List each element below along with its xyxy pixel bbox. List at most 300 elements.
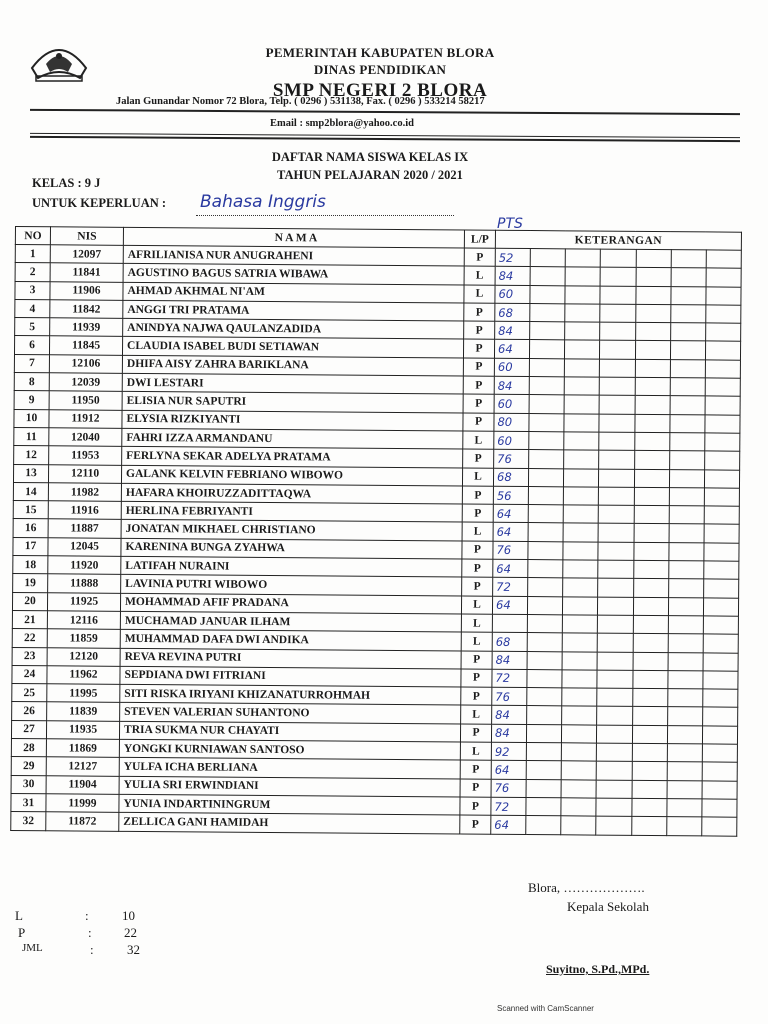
row-remark-cell bbox=[634, 487, 669, 506]
row-nis: 11925 bbox=[47, 592, 120, 611]
row-remark-cell bbox=[564, 450, 599, 469]
row-remark-cell bbox=[600, 304, 635, 323]
row-remark-cell bbox=[597, 688, 632, 707]
exam-type-handwritten: PTS bbox=[497, 216, 523, 232]
row-name: YUNIA INDARTININGRUM bbox=[119, 794, 460, 815]
row-name: AFRILIANISA NUR ANUGRAHENI bbox=[123, 245, 464, 266]
row-remark-cell bbox=[668, 561, 703, 580]
row-remark-cell bbox=[706, 268, 741, 287]
row-name: AGUSTINO BAGUS SATRIA WIBAWA bbox=[123, 264, 464, 285]
row-nis: 11842 bbox=[50, 300, 123, 319]
row-remark-cell bbox=[703, 671, 738, 690]
row-remark-cell bbox=[526, 761, 561, 780]
row-score: 76 bbox=[491, 779, 526, 798]
row-nis: 11962 bbox=[47, 666, 120, 685]
row-remark-cell bbox=[670, 414, 705, 433]
row-nis: 12040 bbox=[49, 428, 122, 447]
row-remark-cell bbox=[633, 560, 668, 579]
row-score bbox=[492, 614, 527, 633]
row-remark-cell bbox=[669, 506, 704, 525]
regency-emblem-icon bbox=[28, 38, 90, 84]
row-remark-cell bbox=[632, 743, 667, 762]
row-remark-cell bbox=[600, 341, 635, 360]
row-gender: L bbox=[461, 705, 492, 724]
purpose-label: UNTUK KEPERLUAN : bbox=[32, 196, 167, 210]
row-remark-cell bbox=[598, 560, 633, 579]
row-remark-cell bbox=[527, 614, 562, 633]
row-gender: L bbox=[464, 285, 495, 304]
signature-name: Suyitno, S.Pd.,MPd. bbox=[546, 962, 650, 976]
row-gender: P bbox=[461, 651, 492, 670]
row-remark-cell bbox=[599, 487, 634, 506]
row-remark-cell bbox=[530, 322, 565, 341]
row-remark-cell bbox=[631, 817, 666, 836]
row-remark-cell bbox=[703, 616, 738, 635]
row-nis: 12110 bbox=[48, 464, 121, 483]
col-lp: L/P bbox=[464, 230, 495, 248]
row-remark-cell bbox=[563, 523, 598, 542]
row-gender: L bbox=[461, 632, 492, 651]
row-remark-cell bbox=[634, 432, 669, 451]
row-remark-cell bbox=[632, 670, 667, 689]
row-remark-cell bbox=[529, 468, 564, 487]
row-score: 84 bbox=[495, 321, 530, 340]
row-remark-cell bbox=[705, 341, 740, 360]
row-gender: P bbox=[464, 248, 495, 267]
document-title: DAFTAR NAMA SISWA KELAS IX bbox=[271, 150, 469, 164]
row-score: 84 bbox=[495, 267, 530, 286]
row-remark-cell bbox=[668, 634, 703, 653]
row-remark-cell bbox=[669, 524, 704, 543]
row-number: 18 bbox=[13, 556, 48, 575]
row-remark-cell bbox=[528, 486, 563, 505]
row-number: 29 bbox=[11, 757, 46, 776]
row-nis: 11887 bbox=[48, 519, 121, 538]
row-name: YULFA ICHA BERLIANA bbox=[119, 758, 460, 779]
row-name: TRIA SUKMA NUR CHAYATI bbox=[119, 721, 460, 742]
row-remark-cell bbox=[565, 285, 600, 304]
row-remark-cell bbox=[562, 688, 597, 707]
row-remark-cell bbox=[636, 268, 671, 287]
signature-title: Kepala Sekolah bbox=[567, 899, 649, 914]
col-keterangan: KETERANGAN bbox=[495, 230, 741, 250]
row-remark-cell bbox=[528, 505, 563, 524]
row-remark-cell bbox=[599, 505, 634, 524]
row-score: 84 bbox=[492, 706, 527, 725]
row-remark-cell bbox=[667, 762, 702, 781]
row-number: 17 bbox=[13, 537, 48, 556]
row-remark-cell bbox=[704, 524, 739, 543]
row-remark-cell bbox=[529, 358, 564, 377]
row-remark-cell bbox=[528, 596, 563, 615]
row-remark-cell bbox=[562, 743, 597, 762]
row-remark-cell bbox=[562, 651, 597, 670]
row-nis: 12116 bbox=[47, 611, 120, 630]
row-remark-cell bbox=[634, 414, 669, 433]
row-name: YONGKI KURNIAWAN SANTOSO bbox=[119, 739, 460, 760]
row-remark-cell bbox=[632, 780, 667, 799]
row-number: 16 bbox=[13, 519, 48, 538]
row-remark-cell bbox=[703, 598, 738, 617]
row-remark-cell bbox=[704, 543, 739, 562]
row-remark-cell bbox=[564, 468, 599, 487]
row-nis: 12106 bbox=[49, 355, 122, 374]
row-remark-cell bbox=[530, 267, 565, 286]
summary-l-value: 10 bbox=[122, 908, 135, 923]
row-remark-cell bbox=[705, 323, 740, 342]
row-number: 27 bbox=[11, 720, 46, 739]
row-number: 30 bbox=[11, 775, 46, 794]
row-score: 64 bbox=[491, 815, 526, 834]
row-score: 64 bbox=[494, 340, 529, 359]
row-name: DWI LESTARI bbox=[122, 373, 463, 394]
col-nis: NIS bbox=[50, 227, 123, 246]
row-remark-cell bbox=[599, 432, 634, 451]
row-nis: 11888 bbox=[48, 574, 121, 593]
row-remark-cell bbox=[634, 469, 669, 488]
row-gender: P bbox=[462, 577, 493, 596]
row-nis: 11912 bbox=[49, 409, 122, 428]
row-nis: 11939 bbox=[50, 318, 123, 337]
row-remark-cell bbox=[705, 396, 740, 415]
row-number: 13 bbox=[13, 464, 48, 483]
row-nis: 11950 bbox=[49, 391, 122, 410]
row-gender: L bbox=[463, 431, 494, 450]
row-remark-cell bbox=[599, 450, 634, 469]
row-remark-cell bbox=[565, 249, 600, 268]
row-remark-cell bbox=[600, 359, 635, 378]
row-nis: 12039 bbox=[49, 373, 122, 392]
row-name: CLAUDIA ISABEL BUDI SETIAWAN bbox=[122, 337, 463, 358]
row-remark-cell bbox=[667, 780, 702, 799]
row-number: 25 bbox=[12, 684, 47, 703]
row-remark-cell bbox=[635, 323, 670, 342]
row-remark-cell bbox=[529, 377, 564, 396]
row-remark-cell bbox=[706, 287, 741, 306]
row-remark-cell bbox=[528, 523, 563, 542]
row-nis: 11869 bbox=[46, 739, 119, 758]
row-remark-cell bbox=[598, 542, 633, 561]
row-nis: 11859 bbox=[47, 629, 120, 648]
row-name: LAVINIA PUTRI WIBOWO bbox=[121, 575, 462, 596]
row-remark-cell bbox=[703, 689, 738, 708]
row-nis: 11904 bbox=[46, 775, 119, 794]
row-gender: P bbox=[462, 541, 493, 560]
row-remark-cell bbox=[635, 359, 670, 378]
row-number: 3 bbox=[15, 281, 50, 300]
row-remark-cell bbox=[561, 761, 596, 780]
scanner-watermark: Scanned with CamScanner bbox=[497, 1004, 594, 1013]
row-gender: P bbox=[462, 559, 493, 578]
row-remark-cell bbox=[705, 360, 740, 379]
row-nis: 11995 bbox=[47, 684, 120, 703]
row-score: 68 bbox=[495, 303, 530, 322]
row-nis: 12045 bbox=[48, 538, 121, 557]
row-remark-cell bbox=[527, 688, 562, 707]
row-number: 2 bbox=[15, 263, 50, 282]
summary-p-sep: : bbox=[88, 925, 92, 940]
row-number: 15 bbox=[13, 501, 48, 520]
row-remark-cell bbox=[563, 560, 598, 579]
row-remark-cell bbox=[565, 322, 600, 341]
class-label: KELAS : 9 J bbox=[32, 176, 101, 190]
row-number: 19 bbox=[13, 574, 48, 593]
row-remark-cell bbox=[527, 651, 562, 670]
row-gender: P bbox=[463, 449, 494, 468]
row-score: 64 bbox=[492, 596, 527, 615]
row-nis: 11916 bbox=[48, 501, 121, 520]
row-remark-cell bbox=[634, 524, 669, 543]
row-name: JONATAN MIKHAEL CHRISTIANO bbox=[121, 520, 462, 541]
row-nis: 11953 bbox=[49, 446, 122, 465]
row-gender: P bbox=[464, 321, 495, 340]
row-number: 14 bbox=[13, 482, 48, 501]
row-remark-cell bbox=[598, 633, 633, 652]
header-address: Jalan Gunandar Nomor 72 Blora, Telp. ( 0296 ) 531138, Fax. ( 0296 ) 533214 58217 bbox=[116, 96, 485, 107]
row-remark-cell bbox=[599, 469, 634, 488]
row-remark-cell bbox=[527, 724, 562, 743]
row-gender: P bbox=[460, 760, 491, 779]
row-remark-cell bbox=[562, 670, 597, 689]
row-gender: P bbox=[463, 394, 494, 413]
summary-l-label: L bbox=[15, 908, 23, 923]
row-name: ANGGI TRI PRATAMA bbox=[123, 300, 464, 321]
row-gender: P bbox=[463, 376, 494, 395]
row-number: 20 bbox=[12, 592, 47, 611]
summary-total-sep: : bbox=[90, 942, 94, 957]
row-score: 72 bbox=[492, 669, 527, 688]
row-remark-cell bbox=[671, 250, 706, 269]
row-score: 60 bbox=[495, 285, 530, 304]
row-remark-cell bbox=[529, 395, 564, 414]
row-nis: 11839 bbox=[47, 702, 120, 721]
row-remark-cell bbox=[597, 761, 632, 780]
row-remark-cell bbox=[599, 395, 634, 414]
row-remark-cell bbox=[704, 451, 739, 470]
row-remark-cell bbox=[601, 249, 636, 268]
row-remark-cell bbox=[565, 267, 600, 286]
row-remark-cell bbox=[702, 726, 737, 745]
row-remark-cell bbox=[526, 743, 561, 762]
col-no: NO bbox=[15, 227, 50, 245]
row-remark-cell bbox=[632, 762, 667, 781]
row-gender: L bbox=[461, 614, 492, 633]
row-nis: 11982 bbox=[48, 483, 121, 502]
row-remark-cell bbox=[670, 341, 705, 360]
row-remark-cell bbox=[704, 469, 739, 488]
row-remark-cell bbox=[633, 634, 668, 653]
row-name: GALANK KELVIN FEBRIANO WIBOWO bbox=[121, 465, 462, 486]
row-nis: 11920 bbox=[48, 556, 121, 575]
row-remark-cell bbox=[598, 524, 633, 543]
row-nis: 12127 bbox=[46, 757, 119, 776]
row-name: KARENINA BUNGA ZYAHWA bbox=[121, 538, 462, 559]
row-score: 68 bbox=[492, 632, 527, 651]
summary-p-value: 22 bbox=[124, 925, 137, 940]
row-remark-cell bbox=[600, 322, 635, 341]
row-remark-cell bbox=[527, 706, 562, 725]
row-gender: P bbox=[460, 779, 491, 798]
row-remark-cell bbox=[705, 378, 740, 397]
row-name: FAHRI IZZA ARMANDANU bbox=[122, 428, 463, 449]
row-remark-cell bbox=[599, 414, 634, 433]
row-score: 52 bbox=[495, 248, 530, 267]
row-nis: 11999 bbox=[46, 794, 119, 813]
row-gender: L bbox=[461, 596, 492, 615]
row-remark-cell bbox=[667, 689, 702, 708]
col-nama: N A M A bbox=[123, 227, 464, 248]
row-score: 64 bbox=[493, 523, 528, 542]
row-remark-cell bbox=[596, 780, 631, 799]
row-name: ELYSIA RIZKIYANTI bbox=[122, 410, 463, 431]
row-remark-cell bbox=[561, 798, 596, 817]
row-gender: L bbox=[460, 742, 491, 761]
row-name: ZELLICA GANI HAMIDAH bbox=[119, 813, 460, 834]
row-remark-cell bbox=[598, 578, 633, 597]
row-remark-cell bbox=[704, 561, 739, 580]
row-name: HERLINA FEBRIYANTI bbox=[121, 501, 462, 522]
row-score: 76 bbox=[493, 541, 528, 560]
row-name: ANINDYA NAJWA QAULANZADIDA bbox=[123, 319, 464, 340]
row-remark-cell bbox=[528, 560, 563, 579]
row-remark-cell bbox=[632, 707, 667, 726]
summary-l-sep: : bbox=[85, 908, 89, 923]
row-number: 8 bbox=[14, 373, 49, 392]
row-remark-cell bbox=[670, 305, 705, 324]
row-nis: 11906 bbox=[50, 281, 123, 300]
row-remark-cell bbox=[668, 597, 703, 616]
row-remark-cell bbox=[635, 286, 670, 305]
row-remark-cell bbox=[562, 706, 597, 725]
row-name: YULIA SRI ERWINDIANI bbox=[119, 776, 460, 797]
row-remark-cell bbox=[667, 707, 702, 726]
row-score: 76 bbox=[492, 687, 527, 706]
row-name: HAFARA KHOIRUZZADITTAQWA bbox=[121, 483, 462, 504]
row-remark-cell bbox=[563, 505, 598, 524]
row-nis: 11935 bbox=[46, 720, 119, 739]
row-score: 60 bbox=[494, 358, 529, 377]
row-remark-cell bbox=[702, 707, 737, 726]
row-score: 92 bbox=[491, 742, 526, 761]
document-subtitle: TAHUN PELAJARAN 2020 / 2021 bbox=[277, 168, 463, 182]
purpose-underline bbox=[196, 215, 454, 216]
row-remark-cell bbox=[702, 799, 737, 818]
row-score: 60 bbox=[494, 395, 529, 414]
row-gender: P bbox=[463, 413, 494, 432]
row-remark-cell bbox=[705, 433, 740, 452]
row-remark-cell bbox=[632, 725, 667, 744]
row-gender: P bbox=[463, 340, 494, 359]
row-gender: P bbox=[460, 815, 491, 834]
row-remark-cell bbox=[670, 378, 705, 397]
student-table bbox=[10, 226, 742, 836]
row-gender: P bbox=[460, 797, 491, 816]
row-score: 72 bbox=[491, 797, 526, 816]
row-remark-cell bbox=[631, 798, 666, 817]
row-remark-cell bbox=[633, 615, 668, 634]
row-remark-cell bbox=[703, 652, 738, 671]
row-remark-cell bbox=[666, 817, 701, 836]
row-nis: 11872 bbox=[46, 812, 119, 831]
row-score: 80 bbox=[494, 413, 529, 432]
row-gender: P bbox=[462, 486, 493, 505]
header-department: DINAS PENDIDIKAN bbox=[313, 62, 447, 77]
row-gender: L bbox=[462, 522, 493, 541]
row-remark-cell bbox=[635, 396, 670, 415]
row-score: 76 bbox=[494, 450, 529, 469]
row-remark-cell bbox=[635, 341, 670, 360]
row-remark-cell bbox=[563, 542, 598, 561]
row-name: REVA REVINA PUTRI bbox=[120, 648, 461, 669]
row-remark-cell bbox=[596, 816, 631, 835]
row-remark-cell bbox=[526, 779, 561, 798]
row-remark-cell bbox=[565, 340, 600, 359]
row-remark-cell bbox=[600, 286, 635, 305]
row-remark-cell bbox=[529, 432, 564, 451]
header-government: PEMERINTAH KABUPATEN BLORA bbox=[265, 45, 495, 60]
row-name: AHMAD AKHMAL NI'AM bbox=[123, 282, 464, 303]
row-remark-cell bbox=[667, 744, 702, 763]
row-remark-cell bbox=[564, 395, 599, 414]
row-nis: 12120 bbox=[47, 647, 120, 666]
row-name: MUCHAMAD JANUAR ILHAM bbox=[120, 611, 461, 632]
row-remark-cell bbox=[634, 506, 669, 525]
row-remark-cell bbox=[597, 670, 632, 689]
row-number: 10 bbox=[14, 409, 49, 428]
signature-place-date: Blora, ………………. bbox=[528, 880, 645, 895]
row-remark-cell bbox=[669, 542, 704, 561]
row-gender: P bbox=[463, 358, 494, 377]
row-remark-cell bbox=[633, 579, 668, 598]
row-remark-cell bbox=[530, 340, 565, 359]
row-number: 12 bbox=[14, 446, 49, 465]
row-remark-cell bbox=[564, 487, 599, 506]
row-nis: 11845 bbox=[49, 336, 122, 355]
row-remark-cell bbox=[597, 707, 632, 726]
row-score: 56 bbox=[493, 486, 528, 505]
row-number: 1 bbox=[15, 245, 50, 264]
row-number: 32 bbox=[11, 812, 46, 831]
row-name: LATIFAH NURAINI bbox=[121, 556, 462, 577]
row-remark-cell bbox=[527, 669, 562, 688]
row-remark-cell bbox=[561, 779, 596, 798]
row-number: 22 bbox=[12, 629, 47, 648]
row-remark-cell bbox=[633, 652, 668, 671]
row-remark-cell bbox=[669, 433, 704, 452]
row-remark-cell bbox=[563, 615, 598, 634]
row-remark-cell bbox=[598, 597, 633, 616]
row-name: ELISIA NUR SAPUTRI bbox=[122, 392, 463, 413]
row-remark-cell bbox=[565, 359, 600, 378]
row-score: 64 bbox=[493, 504, 528, 523]
row-remark-cell bbox=[706, 250, 741, 269]
row-score: 72 bbox=[493, 578, 528, 597]
row-remark-cell bbox=[597, 652, 632, 671]
row-remark-cell bbox=[704, 488, 739, 507]
row-number: 26 bbox=[12, 702, 47, 721]
summary-p-label: P bbox=[18, 925, 26, 940]
row-remark-cell bbox=[670, 396, 705, 415]
row-gender: P bbox=[462, 504, 493, 523]
row-gender: P bbox=[461, 687, 492, 706]
row-remark-cell bbox=[633, 597, 668, 616]
row-remark-cell bbox=[564, 432, 599, 451]
row-remark-cell bbox=[670, 359, 705, 378]
row-remark-cell bbox=[671, 286, 706, 305]
row-remark-cell bbox=[564, 413, 599, 432]
row-name: SEPDIANA DWI FITRIANI bbox=[120, 666, 461, 687]
summary-total-label: JML bbox=[22, 942, 43, 954]
